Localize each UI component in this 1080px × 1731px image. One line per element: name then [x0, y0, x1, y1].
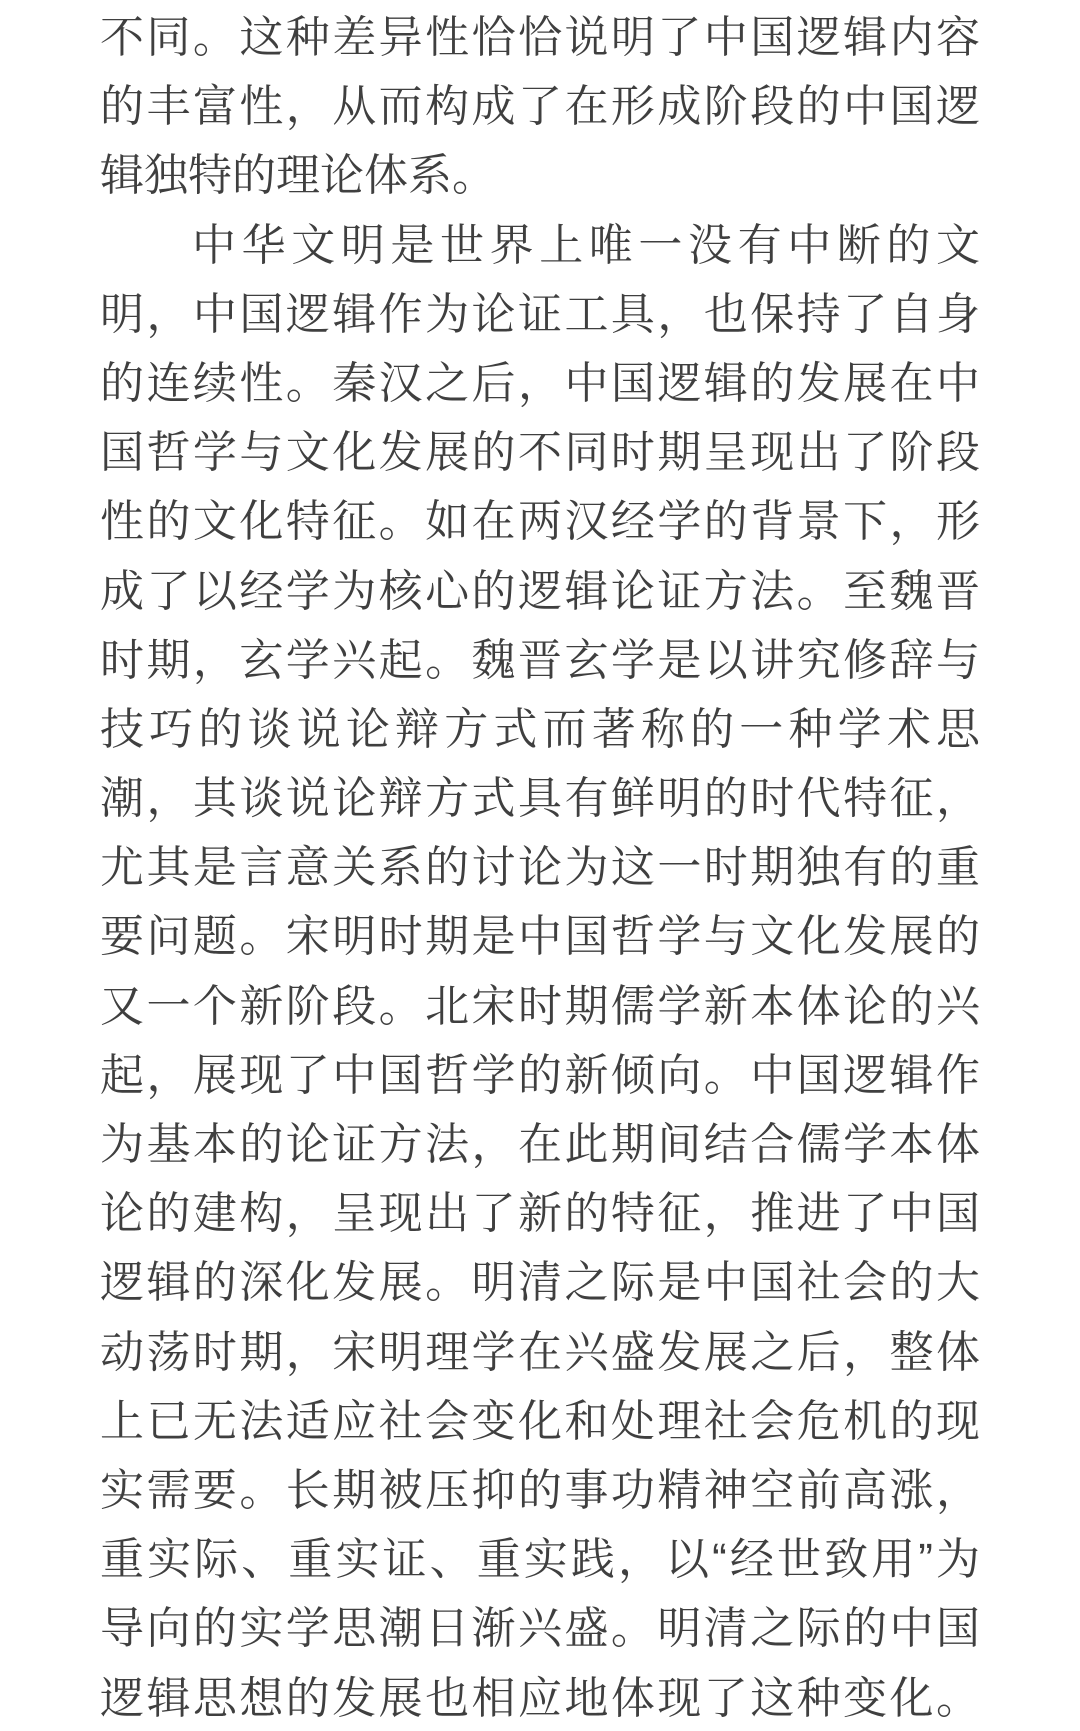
text-line: 潮，其谈说论辩方式具有鲜明的时代特征，: [100, 774, 980, 824]
text-line: 逻辑思想的发展也相应地体现了这种变化。: [100, 1673, 980, 1723]
text-line: 又一个新阶段。北宋时期儒学新本体论的兴: [100, 981, 980, 1031]
text-line: 论的建构，呈现出了新的特征，推进了中国: [100, 1189, 980, 1239]
text-line: 辑独特的理论体系。: [100, 151, 496, 201]
text-line: 重实际、重实证、重实践，以“经世致用”为: [100, 1535, 980, 1585]
text-line: 的连续性。秦汉之后，中国逻辑的发展在中: [100, 358, 980, 408]
text-line: 中华文明是世界上唯一没有中断的文: [192, 220, 980, 270]
text-line: 导向的实学思潮日渐兴盛。明清之际的中国: [100, 1604, 980, 1654]
text-line: 尤其是言意关系的讨论为这一时期独有的重: [100, 843, 980, 893]
text-line: 时期，玄学兴起。魏晋玄学是以讲究修辞与: [100, 635, 980, 685]
text-line: 不同。这种差异性恰恰说明了中国逻辑内容: [100, 13, 980, 62]
text-line: 起，展现了中国哲学的新倾向。中国逻辑作: [100, 1050, 980, 1100]
text-line: 为基本的论证方法，在此期间结合儒学本体: [100, 1120, 980, 1169]
text-line: 的丰富性，从而构成了在形成阶段的中国逻: [100, 82, 980, 132]
text-line: 明，中国逻辑作为论证工具，也保持了自身: [100, 289, 980, 339]
text-line: 性的文化特征。如在两汉经学的背景下，形: [100, 497, 980, 547]
text-line: 动荡时期，宋明理学在兴盛发展之后，整体: [100, 1327, 980, 1377]
text-line: 实需要。长期被压抑的事功精神空前高涨，: [100, 1465, 980, 1515]
text-line: 成了以经学为核心的逻辑论证方法。至魏晋: [100, 566, 980, 616]
text-content: [100, 3, 980, 1731]
text-line: 逻辑的深化发展。明清之际是中国社会的大: [100, 1258, 980, 1308]
text-line: 上已无法适应社会变化和处理社会危机的现: [100, 1396, 980, 1446]
text-line: 技巧的谈说论辩方式而著称的一种学术思: [100, 704, 980, 754]
text-line: 国哲学与文化发展的不同时期呈现出了阶段: [100, 428, 980, 478]
text-line: 要问题。宋明时期是中国哲学与文化发展的: [100, 912, 980, 962]
